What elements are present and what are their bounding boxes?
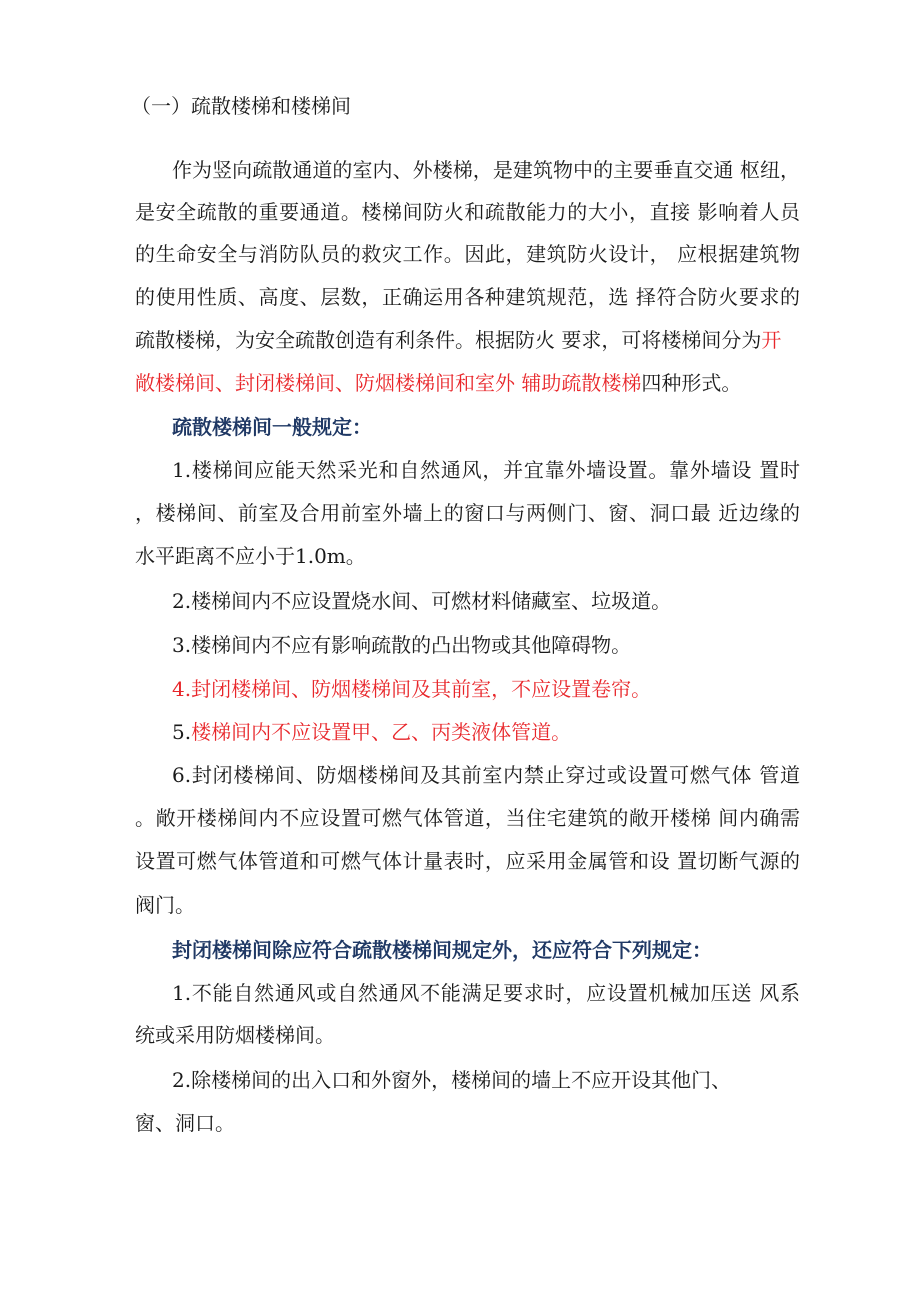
general-rule-5-number: 5. <box>172 720 192 744</box>
general-rule-4-number: 4. <box>172 677 192 701</box>
intro-line-6-text: 四种形式。 <box>641 371 742 395</box>
general-rule-6-line-1: 6.封闭楼梯间、防烟楼梯间及其前室内禁止穿过或设置可燃气体 管道 <box>172 763 800 787</box>
general-rule-5-text: 楼梯间内不应设置甲、乙、丙类液体管道。 <box>191 720 572 744</box>
enclosed-rule-2-line-2: 窗、洞口。 <box>135 1111 235 1135</box>
enclosed-rule-1-line-2: 统或采用防烟楼梯间。 <box>135 1023 335 1047</box>
enclosed-rule-1-line-1: 1.不能自然通风或自然通风不能满足要求时，应设置机械加压送 风系 <box>172 981 800 1005</box>
general-rule-4 <box>0 676 920 702</box>
general-rule-5 <box>0 719 920 745</box>
section-title: （一）疏散楼梯和楼梯间 <box>131 94 351 118</box>
general-rules-heading: 疏散楼梯间一般规定： <box>172 415 372 439</box>
enclosed-rules-heading: 封闭楼梯间除应符合疏散楼梯间规定外，还应符合下列规定： <box>172 938 712 962</box>
intro-line-6 <box>0 370 920 396</box>
general-rule-6-line-2: 。敞开楼梯间内不应设置可燃气体管道，当住宅建筑的敞开楼梯 间内确需 <box>135 806 800 830</box>
general-rule-6-line-4: 阀门。 <box>135 893 195 917</box>
general-rule-2: 2.楼梯间内不应设置烧水间、可燃材料储藏室、垃圾道。 <box>172 589 672 613</box>
general-rule-4-text: 封闭楼梯间、防烟楼梯间及其前室，不应设置卷帘。 <box>191 677 652 701</box>
general-rule-3: 3.楼梯间内不应有影响疏散的凸出物或其他障碍物。 <box>172 633 632 657</box>
intro-line-4: 的使用性质、高度、层数，正确运用各种建筑规范，选 择符合防火要求的 <box>135 285 800 309</box>
intro-line-5 <box>0 327 920 353</box>
general-rule-1-line-1: 1.楼梯间应能天然采光和自然通风，并宜靠外墙设置。靠外墙设 置时 <box>172 458 800 482</box>
intro-line-6-highlight: 敞楼梯间、封闭楼梯间、防烟楼梯间和室外 辅助疏散楼梯 <box>135 371 642 395</box>
enclosed-rule-2-line-1: 2.除楼梯间的出入口和外窗外，楼梯间的墙上不应开设其他门、 <box>172 1068 732 1092</box>
intro-line-5-highlight: 开 <box>761 328 782 352</box>
general-rule-1-line-3: 水平距离不应小于1.0m。 <box>135 544 366 568</box>
intro-line-5-text: 疏散楼梯，为安全疏散创造有利条件。根据防火 要求，可将楼梯间分为 <box>135 328 762 352</box>
intro-line-2: 是安全疏散的重要通道。楼梯间防火和疏散能力的大小，直接 影响着人员 <box>135 200 800 224</box>
intro-line-1: 作为竖向疏散通道的室内、外楼梯，是建筑物中的主要垂直交通 枢纽， <box>172 158 800 182</box>
intro-line-3: 的生命安全与消防队员的救灾工作。因此，建筑防火设计， 应根据建筑物 <box>135 242 800 266</box>
general-rule-6-line-3: 设置可燃气体管道和可燃气体计量表时，应采用金属管和设 置切断气源的 <box>135 849 800 873</box>
general-rule-1-line-2: ，楼梯间、前室及合用前室外墙上的窗口与两侧门、窗、洞口最 近边缘的 <box>135 501 800 525</box>
